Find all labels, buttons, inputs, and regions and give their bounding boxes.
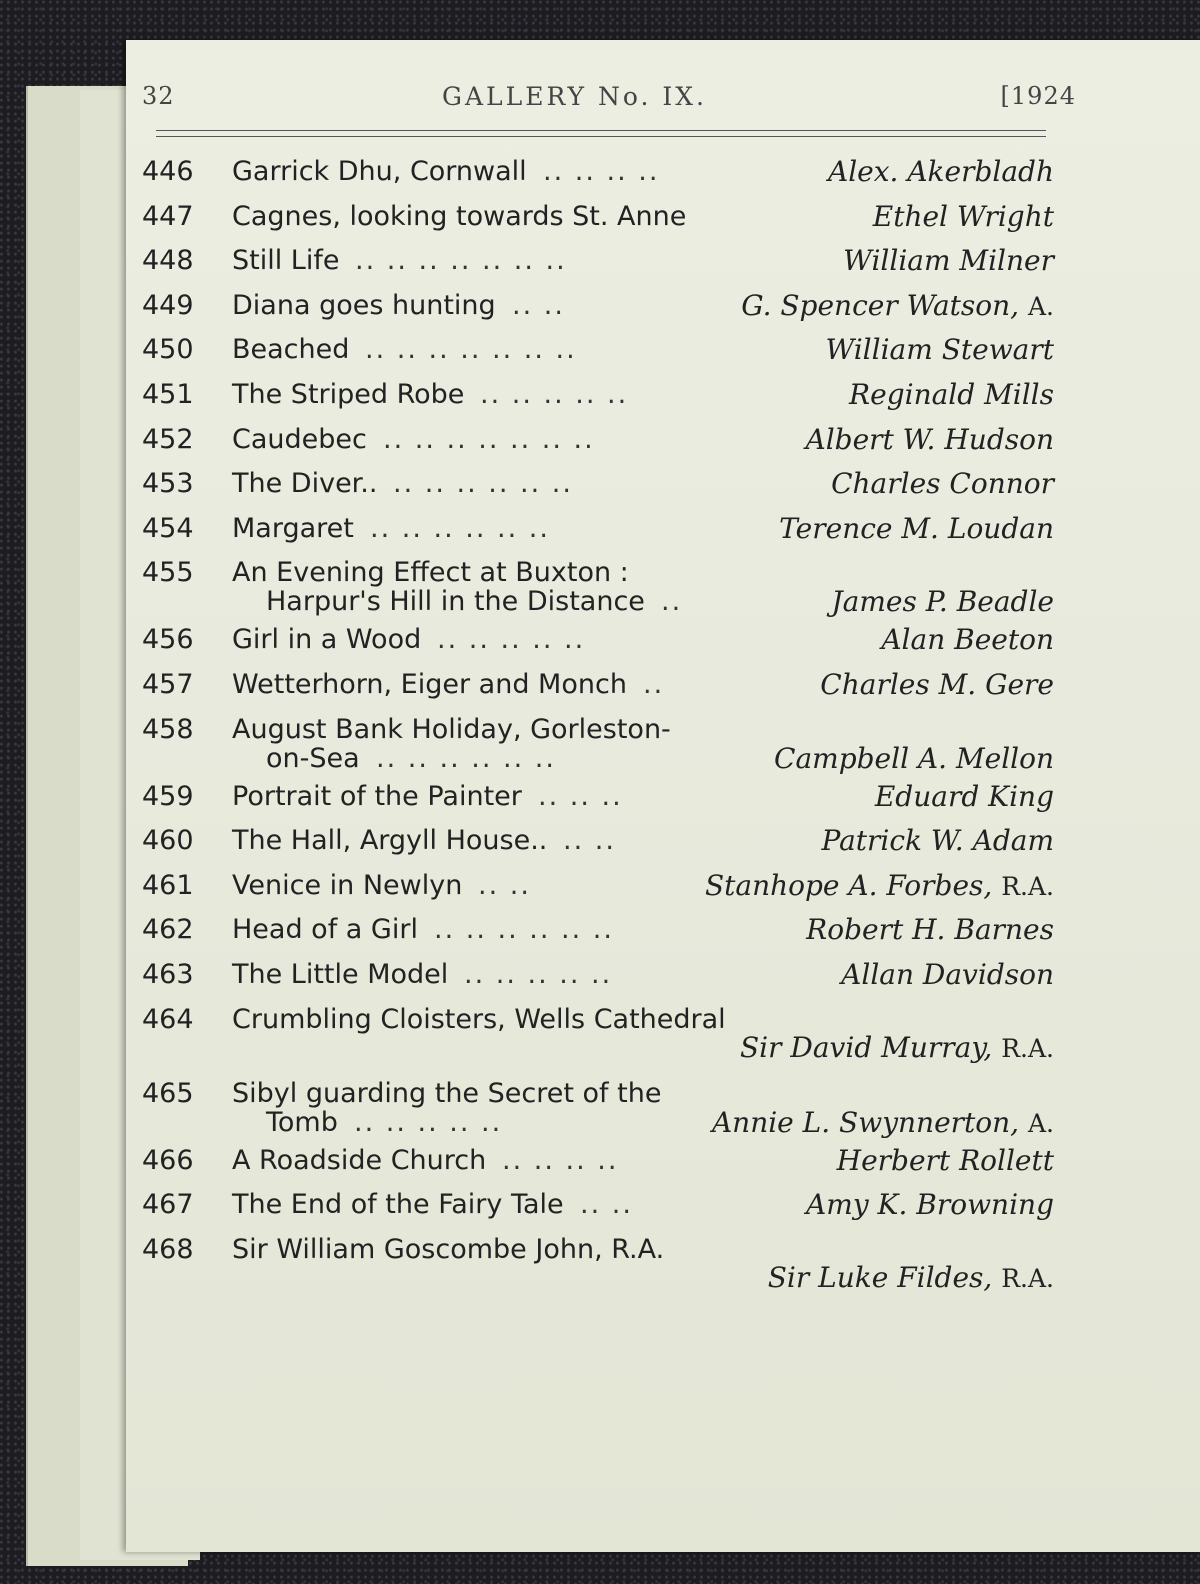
entry-row — [142, 1139, 1054, 1184]
entry-row-continued — [142, 585, 1054, 618]
leader-dots: .. .. — [580, 1189, 633, 1221]
catalogue-entry — [142, 373, 1054, 418]
artist-name: Charles M. Gere — [820, 667, 1054, 701]
catalogue-entry — [142, 998, 1054, 1072]
entry-row-continued — [142, 742, 1054, 775]
entry-artist — [820, 663, 1054, 708]
leader-dots: .. .. .. .. .. .. — [434, 914, 614, 946]
catalogue-entry — [142, 239, 1054, 284]
entry-title: Head of a Girl — [232, 914, 418, 946]
entry-title: August Bank Holiday, Gorleston- — [232, 713, 671, 745]
artist-honor: R.A. — [1001, 1263, 1054, 1293]
page-year: [1924 — [1000, 82, 1076, 110]
entry-artist — [849, 373, 1054, 418]
entry-row — [142, 328, 1054, 373]
entry-artist — [768, 1262, 1054, 1295]
page-title: GALLERY No. IX. — [442, 82, 707, 111]
entry-artist — [831, 462, 1054, 507]
catalogue-entry — [142, 328, 1054, 373]
entry-row — [142, 819, 1054, 864]
entry-title: The Striped Robe — [232, 378, 465, 410]
entry-number: 458 — [142, 713, 194, 745]
entry-title: Cagnes, looking towards St. Anne — [232, 200, 687, 232]
entry-row — [142, 908, 1054, 953]
artist-name: Patrick W. Adam — [821, 824, 1054, 858]
leader-dots: .. .. — [512, 289, 565, 321]
entry-row — [142, 1072, 1054, 1109]
entry-row-continued — [142, 1106, 1054, 1139]
entry-artist — [779, 507, 1054, 552]
artist-name: William Milner — [843, 244, 1054, 278]
leader-dots: .. .. .. .. .. .. — [393, 468, 573, 500]
entry-title: Venice in Newlyn — [232, 869, 463, 901]
entry-title: Wetterhorn, Eiger and Monch — [232, 668, 627, 700]
entry-artist — [828, 150, 1054, 195]
entry-row — [142, 618, 1054, 663]
artist-honor: A. — [1027, 291, 1054, 321]
header-rule — [156, 130, 1046, 137]
catalogue-entry — [142, 462, 1054, 507]
leader-dots: .. .. .. .. .. .. .. — [383, 423, 595, 455]
entry-row — [142, 708, 1054, 745]
entry-artist — [806, 1183, 1054, 1228]
artist-name: Amy K. Browning — [806, 1188, 1054, 1222]
leader-dots: .. — [643, 668, 665, 700]
entry-title: Still Life — [232, 245, 340, 277]
entry-artist — [881, 618, 1054, 663]
entry-title: Garrick Dhu, Cornwall — [232, 156, 527, 187]
page-number: 32 — [142, 82, 175, 110]
catalogue-entry — [142, 708, 1054, 775]
catalogue-entry — [142, 1139, 1054, 1184]
entry-title-continued: Harpur's Hill in the Distance — [266, 586, 645, 618]
entry-number: 463 — [142, 958, 194, 990]
artist-name: Robert H. Barnes — [806, 913, 1054, 947]
entry-number: 462 — [142, 914, 194, 946]
entry-title: The End of the Fairy Tale — [232, 1189, 564, 1221]
artist-name: Annie L. Swynnerton, — [711, 1105, 1020, 1139]
entry-title: Sir William Goscombe John, R.A. — [232, 1233, 665, 1265]
entry-number: 465 — [142, 1077, 194, 1109]
catalogue-entry — [142, 663, 1054, 708]
entry-number: 456 — [142, 624, 194, 656]
leader-dots: .. .. .. .. .. .. .. — [365, 334, 577, 366]
leader-dots: .. .. .. .. — [543, 156, 660, 187]
entry-title: Margaret — [232, 512, 354, 544]
entry-row — [142, 1183, 1054, 1228]
catalogue-entry — [142, 1183, 1054, 1228]
leader-dots: .. — [661, 586, 683, 618]
entry-artist — [705, 864, 1054, 910]
entry-number: 448 — [142, 245, 194, 277]
catalogue-entry — [142, 775, 1054, 820]
catalogue-entry — [142, 618, 1054, 663]
entry-number: 467 — [142, 1189, 194, 1221]
catalogue-entry — [142, 1072, 1054, 1139]
entry-row — [142, 864, 1054, 909]
entry-number: 459 — [142, 780, 194, 812]
artist-name: Campbell A. Mellon — [774, 741, 1054, 775]
entry-artist — [831, 585, 1054, 618]
entry-number: 453 — [142, 468, 194, 500]
entry-row — [142, 462, 1054, 507]
entry-number: 452 — [142, 423, 194, 455]
artist-name: Herbert Rollett — [836, 1143, 1054, 1177]
artist-name: Sir Luke Fildes, — [767, 1260, 993, 1294]
entry-title: An Evening Effect at Buxton : — [232, 557, 629, 589]
entry-row — [142, 953, 1054, 998]
entry-title: Caudebec — [232, 423, 367, 455]
entry-title: Portrait of the Painter — [232, 780, 522, 812]
catalogue-entry — [142, 195, 1054, 240]
leader-dots: .. .. .. .. .. .. .. — [355, 245, 567, 277]
leader-dots: .. .. .. .. .. — [464, 958, 613, 990]
entry-artist — [837, 1139, 1054, 1184]
entry-title: The Hall, Argyll House.. — [232, 825, 548, 857]
entry-title: Sibyl guarding the Secret of the — [232, 1077, 662, 1109]
artist-name: Charles Connor — [831, 467, 1054, 501]
artist-honor: A. — [1027, 1108, 1054, 1138]
entry-number: 451 — [142, 378, 194, 410]
artist-honor: R.A. — [1001, 871, 1054, 901]
entry-row — [142, 373, 1054, 418]
entry-title: The Little Model — [232, 958, 449, 990]
catalogue-entries — [142, 150, 1054, 1302]
entry-artist — [806, 908, 1054, 953]
entry-artist — [825, 328, 1054, 373]
artist-name: Eduard King — [874, 779, 1054, 813]
entry-artist — [774, 742, 1054, 775]
leader-dots: .. .. .. .. .. — [437, 624, 586, 656]
artist-name: Sir David Murray, — [739, 1030, 993, 1064]
entry-number: 447 — [142, 200, 194, 232]
entry-title: Crumbling Cloisters, Wells Cathedral — [232, 1003, 726, 1035]
entry-title: Diana goes hunting — [232, 289, 496, 321]
artist-name: William Stewart — [825, 333, 1054, 367]
entry-artist — [841, 953, 1054, 998]
entry-row — [142, 150, 1054, 195]
entry-number: 449 — [142, 289, 194, 321]
leader-dots: .. .. .. .. — [502, 1144, 619, 1176]
artist-name: Terence M. Loudan — [779, 511, 1054, 545]
entry-row — [142, 663, 1054, 708]
catalogue-entry — [142, 551, 1054, 618]
catalogue-entry — [142, 150, 1054, 195]
entry-row — [142, 284, 1054, 329]
leader-dots: .. .. .. .. .. — [354, 1106, 503, 1138]
entry-title-continued: Tomb — [266, 1106, 338, 1138]
entry-number: 468 — [142, 1233, 194, 1265]
entry-number: 466 — [142, 1144, 194, 1176]
entry-title-continued: on-Sea — [266, 742, 360, 774]
leader-dots: .. .. — [563, 825, 616, 857]
catalogue-entry — [142, 418, 1054, 463]
entry-row — [142, 998, 1054, 1035]
entry-number: 455 — [142, 557, 194, 589]
leader-dots: .. .. .. .. .. .. — [370, 512, 550, 544]
entry-artist — [873, 195, 1054, 240]
entry-number: 446 — [142, 156, 194, 187]
entry-row — [142, 507, 1054, 552]
entry-number: 457 — [142, 668, 194, 700]
entry-row — [142, 551, 1054, 589]
entry-artist — [843, 239, 1054, 284]
artist-name: Reginald Mills — [849, 377, 1054, 411]
catalogue-entry — [142, 953, 1054, 998]
leader-dots: .. .. .. .. .. — [480, 378, 629, 410]
entry-number: 460 — [142, 825, 194, 857]
entry-number: 454 — [142, 512, 194, 544]
entry-artist — [712, 1106, 1054, 1140]
artist-name: James P. Beadle — [831, 585, 1054, 619]
catalogue-entry — [142, 507, 1054, 552]
entry-artist — [875, 775, 1054, 820]
artist-honor: R.A. — [1001, 1033, 1054, 1063]
catalogue-entry — [142, 819, 1054, 864]
entry-artist — [805, 418, 1054, 463]
entry-row — [142, 775, 1054, 820]
entry-row — [142, 1228, 1054, 1265]
entry-artist — [741, 284, 1054, 330]
catalogue-entry — [142, 1228, 1054, 1302]
artist-name: Alan Beeton — [881, 623, 1054, 657]
entry-number: 464 — [142, 1003, 194, 1035]
entry-number: 450 — [142, 334, 194, 366]
entry-row-artist — [142, 1262, 1054, 1302]
entry-title: A Roadside Church — [232, 1144, 487, 1176]
artist-name: Allan Davidson — [841, 957, 1054, 991]
artist-name: Ethel Wright — [872, 199, 1054, 233]
entry-artist — [740, 1032, 1054, 1065]
leader-dots: .. .. — [478, 869, 531, 901]
entry-row — [142, 195, 1054, 240]
entry-title: The Diver.. — [232, 468, 378, 500]
leader-dots: .. .. .. — [538, 780, 623, 812]
artist-name: Albert W. Hudson — [805, 422, 1054, 456]
entry-title: Beached — [232, 334, 350, 366]
leader-dots: .. .. .. .. .. .. — [376, 742, 556, 774]
entry-artist — [822, 819, 1055, 864]
catalogue-entry — [142, 284, 1054, 329]
page-header — [142, 82, 1076, 122]
entry-row-artist — [142, 1032, 1054, 1072]
entry-row — [142, 239, 1054, 284]
artist-name: G. Spencer Watson, — [741, 288, 1020, 322]
entry-row — [142, 418, 1054, 463]
entry-title: Girl in a Wood — [232, 624, 422, 656]
artist-name: Stanhope A. Forbes, — [704, 868, 993, 902]
catalogue-entry — [142, 908, 1054, 953]
entry-number: 461 — [142, 869, 194, 901]
artist-name: Alex. Akerbladh — [827, 155, 1054, 188]
catalogue-entry — [142, 864, 1054, 909]
